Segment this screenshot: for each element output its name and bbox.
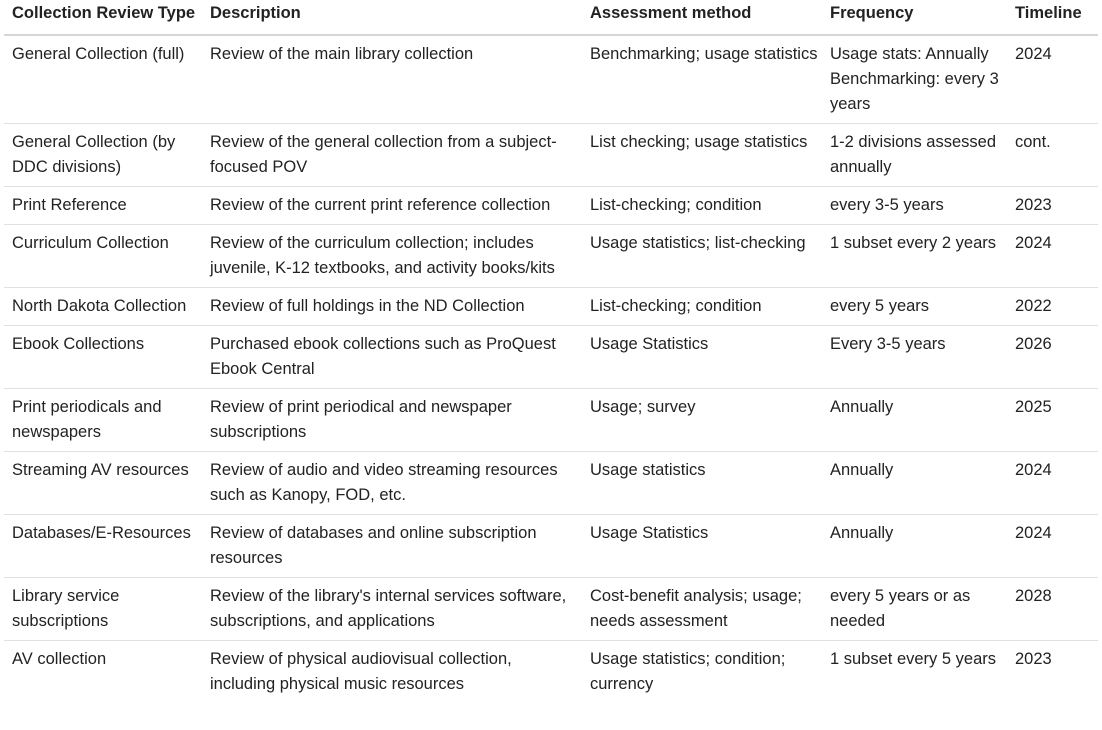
cell-description: Review of full holdings in the ND Collection [202, 288, 582, 326]
cell-timeline: 2024 [1007, 515, 1098, 578]
cell-assessment-method: Usage statistics; condition; currency [590, 650, 786, 693]
frequency-line: 1 subset every 2 years [830, 234, 996, 252]
frequency-line: Every 3-5 years [830, 335, 946, 353]
cell-description: Review of audio and video streaming resources such as Kanopy, FOD, etc. [202, 452, 582, 515]
table-row [4, 124, 1098, 187]
header-assessment-method: Assessment method [582, 0, 822, 35]
header-frequency: Frequency [822, 0, 1007, 35]
cell-review-type: General Collection (by DDC divisions) [4, 124, 202, 187]
cell-review-type: Curriculum Collection [4, 225, 202, 288]
cell-timeline: 2023 [1015, 650, 1052, 668]
cell-frequency [822, 326, 1007, 389]
cell-description: Purchased ebook collections such as ProQuest Ebook Central [202, 326, 582, 389]
cell-assessment-method: Usage; survey [582, 389, 822, 452]
frequency-line: every 5 years [830, 297, 930, 315]
cell-timeline: 2025 [1007, 389, 1098, 452]
cell-frequency [822, 389, 1007, 452]
table-row [4, 515, 1098, 578]
table-row [4, 187, 1098, 225]
cell-assessment-method: Usage Statistics [582, 515, 822, 578]
cell-timeline: 2026 [1007, 326, 1098, 389]
cell-assessment-method: List-checking; condition [582, 187, 822, 225]
cell-description: Review of the current print reference collection [202, 187, 582, 225]
table-row [4, 389, 1098, 452]
cell-assessment-method: Cost-benefit analysis; usage; needs assessment [582, 578, 822, 641]
cell-frequency [822, 515, 1007, 578]
cell-description: Review of the general collection from a subject-focused POV [202, 124, 582, 187]
cell-review-type: Databases/E-Resources [4, 515, 202, 578]
cell-review-type: Print periodicals and newspapers [4, 389, 202, 452]
cell-description: Review of print periodical and newspaper subscriptions [202, 389, 582, 452]
cell-timeline: 2022 [1007, 288, 1098, 326]
cell-timeline: cont. [1007, 124, 1098, 187]
frequency-line: 1-2 divisions assessed annually [830, 133, 996, 176]
header-review-type: Collection Review Type [4, 0, 202, 35]
cell-review-type: General Collection (full) [4, 35, 202, 124]
frequency-line: every 5 years or as needed [830, 587, 971, 630]
table-row [4, 641, 1098, 704]
cell-description: Review of the library's internal services software, subscriptions, and applications [202, 578, 582, 641]
cell-description: Review of databases and online subscription resources [202, 515, 582, 578]
frequency-line: Annually [830, 524, 894, 542]
cell-review-type: Streaming AV resources [4, 452, 202, 515]
table-row [4, 288, 1098, 326]
frequency-line: Usage stats: Annually [830, 45, 989, 63]
table-row [4, 578, 1098, 641]
cell-description: Review of the main library collection [202, 35, 582, 124]
cell-frequency [822, 641, 1007, 704]
cell-timeline: 2024 [1007, 35, 1098, 124]
frequency-line: Annually [830, 398, 894, 416]
table-row [4, 452, 1098, 515]
cell-description: Review of physical audiovisual collection, including physical music resources [210, 650, 512, 693]
cell-review-type: Ebook Collections [4, 326, 202, 389]
cell-frequency [822, 288, 1007, 326]
table-row [4, 326, 1098, 389]
cell-review-type: North Dakota Collection [4, 288, 202, 326]
cell-review-type: Print Reference [4, 187, 202, 225]
table-header [4, 0, 1098, 35]
cell-frequency [822, 452, 1007, 515]
frequency-line: Benchmarking: every 3 years [830, 70, 999, 113]
cell-assessment-method: Usage statistics [582, 452, 822, 515]
frequency-line: Annually [830, 461, 894, 479]
cell-frequency [822, 124, 1007, 187]
cell-assessment-method: List-checking; condition [582, 288, 822, 326]
cell-timeline: 2023 [1007, 187, 1098, 225]
collection-review-table [4, 0, 1098, 703]
cell-frequency [822, 578, 1007, 641]
table-row [4, 225, 1098, 288]
frequency-line: 1 subset every 5 years [830, 650, 996, 668]
cell-frequency [822, 35, 1007, 124]
cell-timeline: 2028 [1007, 578, 1098, 641]
cell-frequency [822, 225, 1007, 288]
cell-timeline: 2024 [1007, 225, 1098, 288]
cell-timeline: 2024 [1007, 452, 1098, 515]
frequency-line: every 3-5 years [830, 196, 944, 214]
table-body [4, 35, 1098, 703]
cell-frequency [822, 187, 1007, 225]
cell-description: Review of the curriculum collection; includes juvenile, K-12 textbooks, and activity books/kits [202, 225, 582, 288]
table-row [4, 35, 1098, 124]
cell-review-type: AV collection [12, 650, 107, 668]
header-row [4, 0, 1098, 35]
cell-assessment-method: Usage Statistics [582, 326, 822, 389]
cell-review-type: Library service subscriptions [4, 578, 202, 641]
cell-assessment-method: Usage statistics; list-checking [582, 225, 822, 288]
cell-assessment-method: Benchmarking; usage statistics [582, 35, 822, 124]
cell-assessment-method: List checking; usage statistics [582, 124, 822, 187]
header-timeline: Timeline [1007, 0, 1098, 35]
header-description: Description [202, 0, 582, 35]
